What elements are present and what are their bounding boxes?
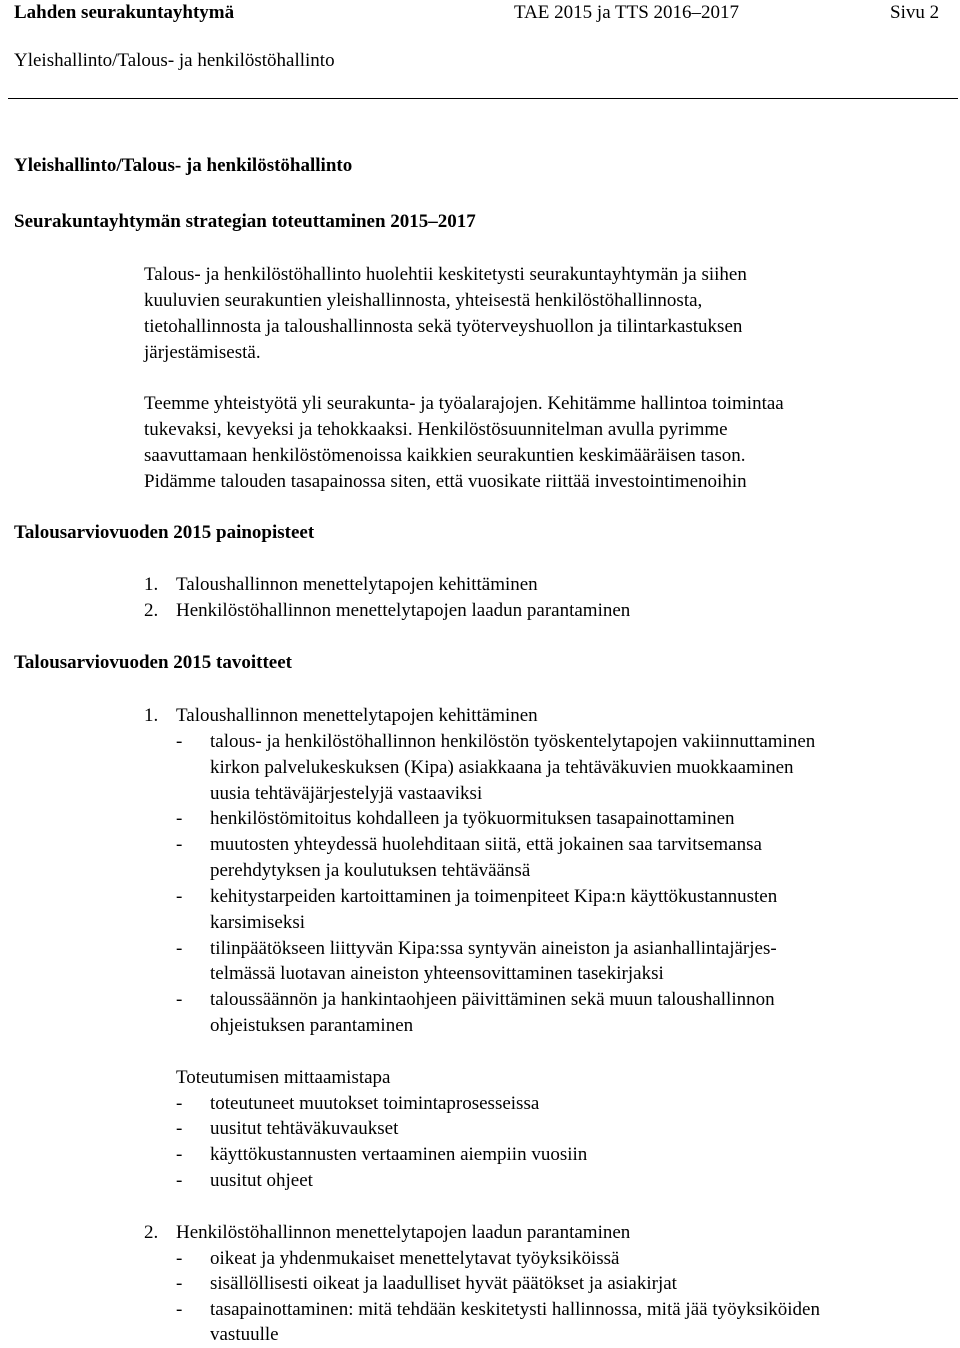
bullet-continuation: perehdytyksen ja koulutuksen tehtäväänsä	[210, 860, 531, 881]
strategy-p2-line: tukevaksi, kevyeksi ja tehokkaaksi. Henkilöstösuunnitelman avulla pyrimme	[144, 419, 728, 440]
measure-text: uusitut tehtäväkuvaukset	[210, 1118, 399, 1139]
bullet-continuation: kirkon palvelukeskuksen (Kipa) asiakkaana ja tehtäväkuvien muokkaaminen	[210, 757, 794, 778]
strategy-heading: Seurakuntayhtymän strategian toteuttaminen 2015–2017	[14, 211, 476, 232]
measure-text: uusitut ohjeet	[210, 1170, 313, 1191]
priority-item	[144, 572, 538, 598]
bullet-text: henkilöstömitoitus kohdalleen ja työkuormituksen tasapainottaminen	[210, 808, 735, 829]
priorities-heading: Talousarviovuoden 2015 painopisteet	[14, 522, 315, 543]
priority-text: Henkilöstöhallinnon menettelytapojen laadun parantaminen	[176, 600, 631, 621]
bullet-continuation: uusia tehtäväjärjestelyjä vastaaviksi	[210, 783, 483, 804]
goal-bullet	[176, 1297, 820, 1323]
bullet-text: tilinpäätökseen liittyvän Kipa:ssa syntyvän aineiston ja asianhallintajärjes-	[210, 938, 777, 959]
bullet-dash: -	[176, 886, 183, 907]
goal-bullet	[176, 806, 735, 832]
bullet-text: talous- ja henkilöstöhallinnon henkilöstön työskentelytapojen vakiinnuttaminen	[210, 731, 816, 752]
bullet-dash: -	[176, 1273, 183, 1294]
page-title: Yleishallinto/Talous- ja henkilöstöhallinto	[14, 155, 353, 176]
measure-text: toteutuneet muutokset toimintaprosesseissa	[210, 1093, 540, 1114]
bullet-text: taloussäännön ja hankintaohjeen päivittäminen sekä muun taloushallinnon	[210, 989, 775, 1010]
goal-title	[144, 703, 538, 729]
bullet-text: kehitystarpeiden kartoittaminen ja toimenpiteet Kipa:n käyttökustannusten	[210, 886, 778, 907]
bullet-dash: -	[176, 808, 183, 829]
header-doc: TAE 2015 ja TTS 2016–2017	[514, 2, 740, 23]
measure-item	[176, 1168, 313, 1194]
goal-bullet	[176, 1246, 619, 1272]
goal-bullet	[176, 936, 777, 962]
bullet-dash: -	[176, 1170, 183, 1191]
measure-text: käyttökustannusten vertaaminen aiempiin vuosiin	[210, 1144, 588, 1165]
bullet-continuation: vastuulle	[210, 1324, 279, 1345]
measure-item	[176, 1142, 587, 1168]
goal-bullet	[176, 832, 762, 858]
header-org: Lahden seurakuntayhtymä	[14, 2, 235, 23]
header-divider	[8, 98, 958, 99]
strategy-p2-line: Teemme yhteistyötä yli seurakunta- ja työalarajojen. Kehitämme hallintoa toimintaa	[144, 393, 784, 414]
goal-title-text: Taloushallinnon menettelytapojen kehittäminen	[176, 705, 538, 726]
strategy-p1-line: järjestämisestä.	[144, 342, 261, 363]
bullet-continuation: ohjeistuksen parantaminen	[210, 1015, 414, 1036]
priority-number: 2.	[144, 600, 159, 621]
strategy-p1-line: tietohallinnosta ja taloushallinnosta sekä työterveyshuollon ja tilintarkastuksen	[144, 316, 743, 337]
bullet-text: tasapainottaminen: mitä tehdään keskitetysti hallinnossa, mitä jää työyksiköiden	[210, 1299, 820, 1320]
goal-bullet	[176, 884, 777, 910]
header-unit: Yleishallinto/Talous- ja henkilöstöhallinto	[14, 50, 335, 71]
bullet-dash: -	[176, 834, 183, 855]
bullet-dash: -	[176, 1299, 183, 1320]
bullet-continuation: karsimiseksi	[210, 912, 305, 933]
goal-bullet	[176, 729, 815, 755]
bullet-dash: -	[176, 1144, 183, 1165]
bullet-dash: -	[176, 731, 183, 752]
bullet-text: oikeat ja yhdenmukaiset menettelytavat työyksiköissä	[210, 1248, 620, 1269]
goals-heading: Talousarviovuoden 2015 tavoitteet	[14, 652, 292, 673]
goal-bullet	[176, 1271, 677, 1297]
priority-item	[144, 598, 630, 624]
goal-title-text: Henkilöstöhallinnon menettelytapojen laadun parantaminen	[176, 1222, 631, 1243]
strategy-p1-line: kuuluvien seurakuntien yleishallinnosta, yhteisestä henkilöstöhallinnosta,	[144, 290, 703, 311]
goal-bullet	[176, 987, 775, 1013]
priority-number: 1.	[144, 574, 159, 595]
bullet-dash: -	[176, 989, 183, 1010]
bullet-dash: -	[176, 1118, 183, 1139]
goal-number: 2.	[144, 1222, 159, 1243]
bullet-dash: -	[176, 1248, 183, 1269]
strategy-p2-line: Pidämme talouden tasapainossa siten, että vuosikate riittää investointimenoihin	[144, 471, 747, 492]
measure-item	[176, 1091, 539, 1117]
strategy-p2-line: saavuttamaan henkilöstömenoissa kaikkien seurakuntien keskimääräisen tason.	[144, 445, 746, 466]
bullet-dash: -	[176, 938, 183, 959]
measure-item	[176, 1116, 398, 1142]
priority-text: Taloushallinnon menettelytapojen kehittäminen	[176, 574, 538, 595]
bullet-dash: -	[176, 1093, 183, 1114]
measure-heading: Toteutumisen mittaamistapa	[176, 1067, 391, 1088]
strategy-p1-line: Talous- ja henkilöstöhallinto huolehtii keskitetysti seurakuntayhtymän ja siihen	[144, 264, 747, 285]
bullet-continuation: telmässä luotavan aineiston yhteensovittaminen tasekirjaksi	[210, 963, 664, 984]
goal-number: 1.	[144, 705, 159, 726]
bullet-text: sisällöllisesti oikeat ja laadulliset hyvät päätökset ja asiakirjat	[210, 1273, 677, 1294]
header-page-number: Sivu 2	[890, 2, 940, 23]
goal-title	[144, 1220, 630, 1246]
bullet-text: muutosten yhteydessä huolehditaan siitä, että jokainen saa tarvitsemansa	[210, 834, 762, 855]
